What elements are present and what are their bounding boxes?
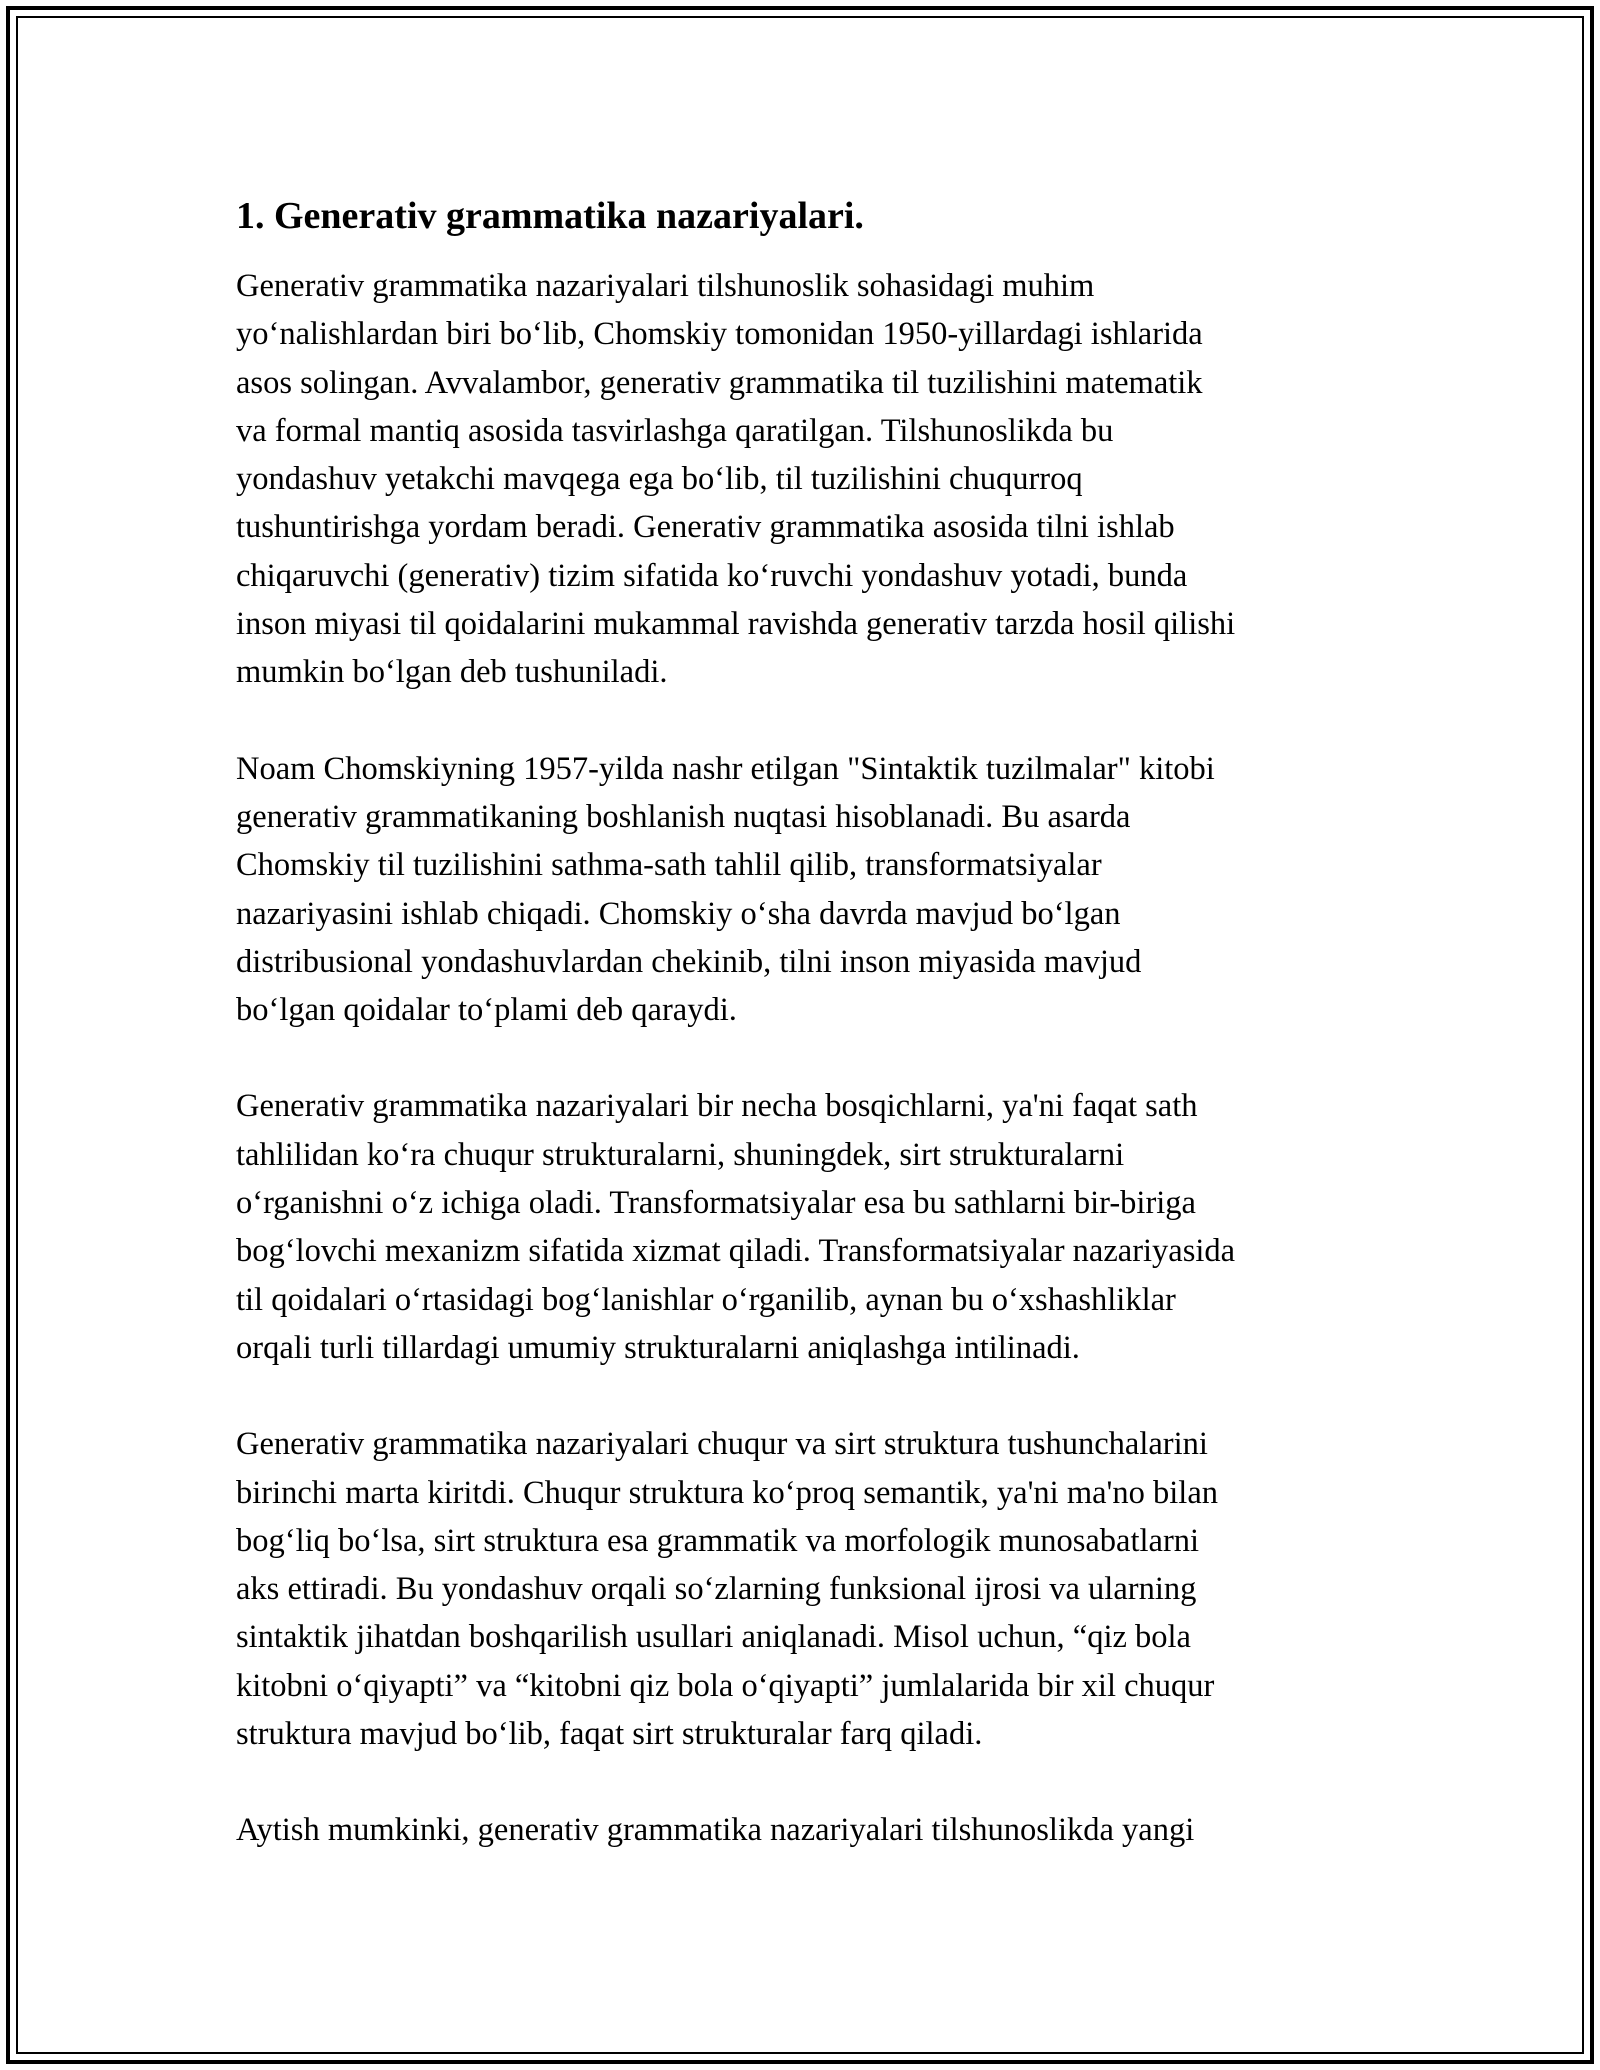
text-line: aks ettiradi. Bu yondashuv orqali soʻzlarning funksional ijrosi va ularning [236,1571,1197,1608]
text-line: generativ grammatikaning boshlanish nuqtasi hisoblanadi. Bu asarda [236,798,1131,835]
text-line: oʻrganishni oʻz ichiga oladi. Transformatsiyalar esa bu sathlarni bir-biriga [236,1185,1196,1222]
document-body [236,188,1386,1903]
text-line: va formal mantiq asosida tasvirlashga qaratilgan. Tilshunoslikda bu [236,412,1114,449]
section-heading: 1. Generativ grammatika nazariyalari. [236,195,864,237]
text-line: til qoidalari oʻrtasidagi bogʻlanishlar oʻrganilib, aynan bu oʻxshashliklar [236,1281,1176,1318]
text-line: bogʻliq boʻlsa, sirt struktura esa grammatik va morfologik munosabatlarni [236,1522,1200,1559]
text-line: orqali turli tillardagi umumiy strukturalarni aniqlashga intilinadi. [236,1329,1080,1366]
text-line: birinchi marta kiritdi. Chuqur struktura koʻproq semantik, ya'ni ma'no bilan [236,1474,1218,1511]
text-line: tahlilidan koʻra chuqur strukturalarni, shuningdek, sirt strukturalarni [236,1136,1125,1173]
text-line: Chomskiy til tuzilishini sathma-sath tahlil qilib, transformatsiyalar [236,847,1102,884]
paragraph-3 [236,1082,1386,1372]
text-line: yoʻnalishlardan biri boʻlib, Chomskiy tomonidan 1950-yillardagi ishlarida [236,316,1203,353]
paragraph-4 [236,1420,1386,1758]
text-line: yondashuv yetakchi mavqega ega boʻlib, til tuzilishini chuqurroq [236,461,1083,498]
text-line: struktura mavjud boʻlib, faqat sirt strukturalar farq qiladi. [236,1716,983,1753]
text-line: Aytish mumkinki, generativ grammatika nazariyalari tilshunoslikda yangi [236,1812,1195,1849]
text-line: Generativ grammatika nazariyalari tilshunoslik sohasidagi muhim [236,268,1095,304]
text-line: Generativ grammatika nazariyalari chuqur va sirt struktura tushunchalarini [236,1426,1208,1463]
text-line: tushuntirishga yordam beradi. Generativ grammatika asosida tilni ishlab [236,509,1175,546]
text-line: chiqaruvchi (generativ) tizim sifatida koʻruvchi yondashuv yotadi, bunda [236,557,1188,594]
paragraph-2 [236,745,1386,1035]
text-line: sintaktik jihatdan boshqarilish usullari aniqlanadi. Misol uchun, “qiz bola [236,1619,1191,1656]
text-line: nazariyasini ishlab chiqadi. Chomskiy oʻsha davrda mavjud boʻlgan [236,895,1121,932]
text-line: boʻlgan qoidalar toʻplami deb qaraydi. [236,992,737,1029]
text-line: Noam Chomskiyning 1957-yilda nashr etilgan "Sintaktik tuzilmalar" kitobi [236,750,1215,787]
paragraph-1 [236,262,1386,697]
text-line: inson miyasi til qoidalarini mukammal ravishda generativ tarzda hosil qilishi [236,606,1236,643]
paragraph-5 [236,1806,1386,1854]
text-line: kitobni oʻqiyapti” va “kitobni qiz bola oʻqiyapti” jumlalarida bir xil chuqur [236,1667,1215,1704]
text-line: distribusional yondashuvlardan chekinib, tilni inson miyasida mavjud [236,943,1142,980]
text-line: asos solingan. Avvalambor, generativ grammatika til tuzilishini matematik [236,364,1203,401]
text-line: Generativ grammatika nazariyalari bir necha bosqichlarni, ya'ni faqat sath [236,1088,1198,1125]
text-line: bogʻlovchi mexanizm sifatida xizmat qiladi. Transformatsiyalar nazariyasida [236,1233,1236,1270]
text-line: mumkin boʻlgan deb tushuniladi. [236,654,668,691]
